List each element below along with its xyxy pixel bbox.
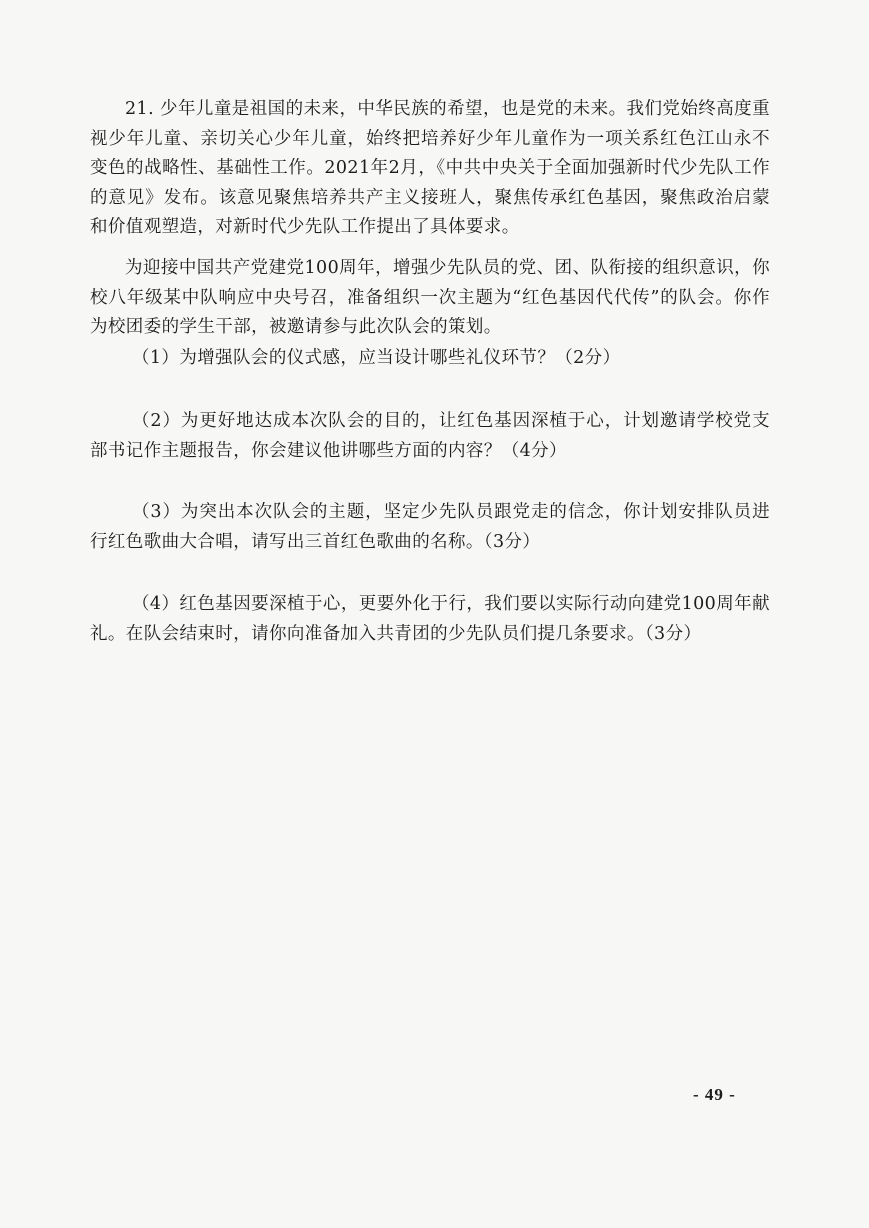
question-21-intro: 21. 少年儿童是祖国的未来，中华民族的希望，也是党的未来。我们党始终高度重视少年儿童、亲切关心少年儿童，始终把培养好少年儿童作为一项关系红色江山永不变色的战略性、基础性工作。2021年2月，《中共中央关于全面加强新时代少先队工作的意见》发布。该意见聚焦培养共产主义接班人，聚焦传承红色基因，聚焦政治启蒙和价值观塑造，对新时代少先队工作提出了具体要求。	[90, 99, 770, 237]
sub-question-3: （3）为突出本次队会的主题，坚定少先队员跟党走的信念，你计划安排队员进行红色歌曲大合唱，请写出三首红色歌曲的名称。（3分）	[90, 502, 770, 552]
question-21-context: 为迎接中国共产党建党100周年，增强少先队员的党、团、队衔接的组织意识，你校八年级某中队响应中央号召，准备组织一次主题为“红色基因代代传”的队会。你作为校团委的学生干部，被邀请参与此次队会的策划。	[90, 258, 770, 337]
sub-question-4: （4）红色基因要深植于心，更要外化于行，我们要以实际行动向建党100周年献礼。在队会结束时，请你向准备加入共青团的少先队员们提几条要求。（3分）	[90, 594, 770, 644]
sub-question-2: （2）为更好地达成本次队会的目的，让红色基因深植于心，计划邀请学校党支部书记作主题报告，你会建议他讲哪些方面的内容？（4分）	[90, 411, 770, 461]
page-number: - 49 -	[693, 1085, 736, 1104]
sub-question-1: （1）为增强队会的仪式感，应当设计哪些礼仪环节？（2分）	[132, 348, 621, 368]
